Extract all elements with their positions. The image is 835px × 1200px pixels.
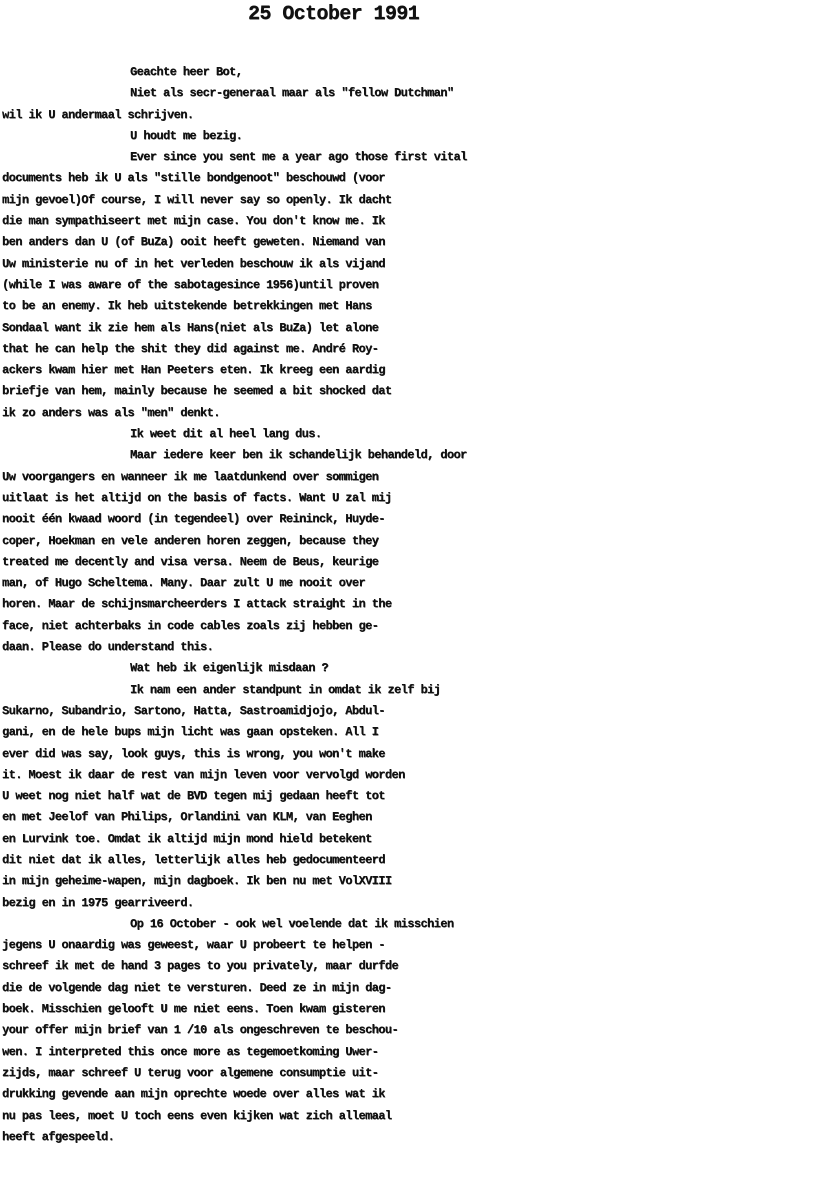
letter-line: boek. Misschien gelooft U me niet eens. Toen kwam gisteren (2, 1002, 385, 1017)
letter-line: en Lurvink toe. Omdat ik altijd mijn mond hield betekent (2, 831, 372, 846)
letter-line: Ik nam een ander standpunt in omdat ik zelf bij (130, 682, 441, 697)
letter-line: Uw voorgangers en wanneer ik me laatdunkend over sommigen (2, 469, 379, 484)
letter-line: en met Jeelof van Philips, Orlandini van KLM, van Eeghen (2, 810, 372, 825)
letter-line: documents heb ik U als "stille bondgenoot" beschouwd (voor (2, 171, 385, 186)
letter-line: to be an enemy. Ik heb uitstekende betrekkingen met Hans (2, 299, 372, 314)
letter-line: your offer mijn brief van 1 /10 als ongeschreven te beschou- (2, 1023, 399, 1038)
letter-line: man, of Hugo Scheltema. Many. Daar zult U me nooit over (2, 576, 366, 591)
letter-line: that he can help the shit they did against me. André Roy- (2, 341, 379, 356)
letter-line: ever did was say, look guys, this is wrong, you won't make (2, 746, 385, 761)
letter-line: Niet als secr-generaal maar als "fellow Dutchman" (130, 86, 454, 101)
letter-line: bezig en in 1975 gearriveerd. (2, 895, 194, 910)
letter-line: wen. I interpreted this once more as tegemoetkoming Uwer- (2, 1044, 379, 1059)
letter-line: die de volgende dag niet te versturen. Deed ze in mijn dag- (2, 980, 392, 995)
letter-line: gani, en de hele bups mijn licht was gaan opsteken. All I (2, 725, 379, 740)
letter-line: die man sympathiseert met mijn case. You don't know me. Ik (2, 214, 385, 229)
letter-line: it. Moest ik daar de rest van mijn leven voor vervolgd worden (2, 767, 405, 782)
letter-line: ben anders dan U (of BuZa) ooit heeft geweten. Niemand van (2, 235, 385, 250)
letter-line: Op 16 October - ook wel voelende dat ik misschien (130, 916, 454, 931)
letter-line: jegens U onaardig was geweest, waar U probeert te helpen - (2, 938, 385, 953)
letter-line: treated me decently and visa versa. Neem de Beus, keurige (2, 554, 379, 569)
letter-line: briefje van hem, mainly because he seemed a bit shocked dat (2, 384, 392, 399)
letter-line: mijn gevoel)Of course, I will never say so openly. Ik dacht (2, 192, 392, 207)
letter-line: U weet nog niet half wat de BVD tegen mij gedaan heeft tot (2, 789, 385, 804)
letter-body (2, 62, 835, 1148)
letter-line: daan. Please do understand this. (2, 640, 214, 655)
letter-line: Sukarno, Subandrio, Sartono, Hatta, Sastroamidjojo, Abdul- (2, 703, 385, 718)
letter-line: U houdt me bezig. (130, 128, 243, 143)
letter-line: ackers kwam hier met Han Peeters eten. Ik kreeg een aardig (2, 363, 385, 378)
letter-date: 25 October 1991 (248, 3, 420, 26)
letter-line: schreef ik met de hand 3 pages to you privately, maar durfde (2, 959, 399, 974)
letter-line: coper, Hoekman en vele anderen horen zeggen, because they (2, 533, 379, 548)
letter-line: face, niet achterbaks in code cables zoals zij hebben ge- (2, 618, 379, 633)
letter-line: dit niet dat ik alles, letterlijk alles heb gedocumenteerd (2, 852, 385, 867)
letter-line: nu pas lees, moet U toch eens even kijken wat zich allemaal (2, 1108, 392, 1123)
letter-line: uitlaat is het altijd on the basis of facts. Want U zal mij (2, 490, 392, 505)
letter-line: ik zo anders was als "men" denkt. (2, 405, 220, 420)
letter-line: wil ik U andermaal schrijven. (2, 107, 194, 122)
letter-line: zijds, maar schreef U terug voor algemene consumptie uit- (2, 1065, 379, 1080)
letter-line: drukking gevende aan mijn oprechte woede over alles wat ik (2, 1087, 385, 1102)
letter-line: Maar iedere keer ben ik schandelijk behandeld, door (130, 448, 467, 463)
letter-line: (while I was aware of the sabotagesince 1956)until proven (2, 277, 379, 292)
letter-line: Sondaal want ik zie hem als Hans(niet als BuZa) let alone (2, 320, 379, 335)
letter-line: Geachte heer Bot, (130, 65, 243, 79)
letter-line: nooit één kwaad woord (in tegendeel) over Reininck, Huyde- (2, 512, 385, 527)
letter-line: Uw ministerie nu of in het verleden beschouw ik als vijand (2, 256, 385, 271)
letter-line: heeft afgespeeld. (2, 1129, 115, 1144)
letter-line: Wat heb ik eigenlijk misdaan ? (130, 661, 329, 676)
letter-line: horen. Maar de schijnsmarcheerders I attack straight in the (2, 597, 392, 612)
letter-line: Ik weet dit al heel lang dus. (130, 427, 322, 442)
letter-line: in mijn geheime-wapen, mijn dagboek. Ik ben nu met VolXVIII (2, 874, 392, 889)
letter-line: Ever since you sent me a year ago those first vital (130, 150, 467, 165)
